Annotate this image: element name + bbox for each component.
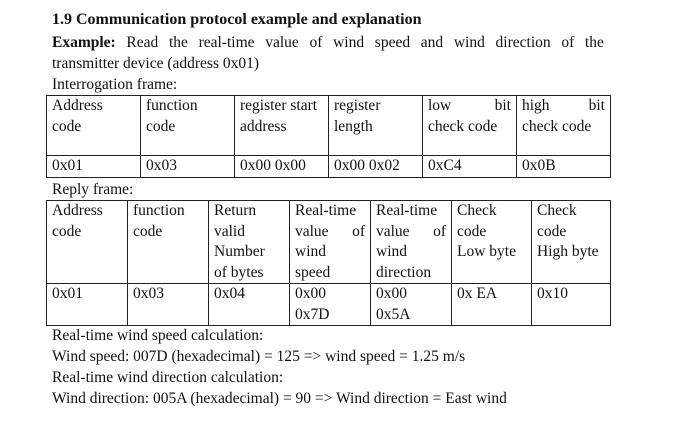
cell-line: Real-time [295,202,357,219]
value-cell [47,284,128,326]
speed-calculation-label: Real-time wind speed calculation: [52,327,264,344]
cell-line: 0x5A [376,305,411,323]
example-sentence [52,33,604,54]
value-cell: 0x03 [141,156,235,178]
value-cell: 0x00 0x00 [235,156,329,178]
cell-line [295,222,365,243]
cell-line: register start [240,97,318,114]
cell-line: 0x00 [376,285,407,302]
direction-calculation-text: Wind direction: 005A (hexadecimal) = 90 => Wind direction = East wind [52,390,507,407]
header-cell [532,201,611,284]
cell-line [376,222,446,243]
cell-text-part: value [295,222,329,240]
example-word: value [265,34,299,51]
table-header-row [47,201,611,284]
value-cell [128,284,209,326]
cell-line: Address [52,97,103,114]
cell-line: code [537,222,567,240]
cell-line: 0x10 [537,285,568,302]
example-word: real-time [198,34,255,51]
cell-line: code [133,222,163,240]
header-cell [371,201,452,284]
example-word: the [584,34,604,51]
example-word: speed [374,34,411,51]
cell-line: 0x03 [133,285,164,302]
cell-line: 0x01 [52,285,83,302]
example-word: wind [453,34,485,51]
example-word: of [561,34,575,51]
cell-line: Check [457,202,497,219]
cell-line: function [146,97,198,114]
example-word: Read [126,34,159,51]
cell-line: Low byte [457,243,516,260]
value-cell: 0x0B [517,156,611,178]
cell-line: Address [52,202,103,219]
cell-line: Real-time [376,202,438,219]
cell-line: valid [214,222,245,240]
cell-line: code [52,222,82,240]
header-cell [141,96,235,156]
cell-text-part: high [522,97,550,114]
cell-text-part: of [352,222,365,240]
cell-line: High byte [537,243,599,260]
cell-line: Return [214,202,257,219]
direction-calculation-label: Real-time wind direction calculation: [52,369,284,386]
cell-line [522,96,605,117]
value-cell: 0x00 0x02 [329,156,423,178]
reply-frame-label: Reply frame: [52,181,134,198]
cell-line: check code [522,117,592,135]
cell-line: Check [537,202,577,219]
cell-line: 0x EA [457,285,498,302]
cell-line [428,96,511,117]
example-word: direction [495,34,551,51]
value-cell [532,284,611,326]
cell-line: address [240,117,287,135]
cell-line: of bytes [214,263,264,281]
value-cell [290,284,371,326]
cell-line: register [334,97,381,114]
header-cell [47,201,128,284]
cell-line: code [52,117,82,135]
cell-line: wind [376,243,407,260]
value-cell [209,284,290,326]
cell-line: direction [376,263,432,281]
example-sentence-continued: transmitter device (address 0x01) [52,55,260,72]
cell-text-part: value [376,222,410,240]
interrogation-frame-table [46,95,611,178]
cell-line: 0x7D [295,305,330,323]
cell-text-part: bit [494,97,511,114]
cell-line: Number [214,243,265,260]
cell-line: code [457,222,487,240]
header-cell [329,96,423,156]
value-cell: 0x01 [47,156,141,178]
cell-line: function [133,202,185,219]
cell-text-part: low [428,97,452,114]
example-word: the [168,34,188,51]
header-cell [235,96,329,156]
table-row [47,284,611,326]
header-cell [423,96,517,156]
cell-text-part: bit [588,97,605,114]
cell-text-part: of [433,222,446,240]
value-cell: 0xC4 [423,156,517,178]
header-cell [452,201,532,284]
reply-frame-table [46,200,611,326]
interrogation-frame-label: Interrogation frame: [52,76,178,93]
table-row [47,156,611,178]
cell-line: wind [295,243,326,260]
header-cell [290,201,371,284]
cell-line: check code [428,117,498,135]
header-cell [47,96,141,156]
speed-calculation-text: Wind speed: 007D (hexadecimal) = 125 => wind speed = 1.25 m/s [52,348,466,365]
value-cell [371,284,452,326]
example-word: of [309,34,323,51]
cell-line: speed [295,263,331,281]
example-word: wind [333,34,365,51]
cell-line: length [334,117,373,135]
table-header-row [47,96,611,156]
cell-line: code [146,117,176,135]
header-cell [209,201,290,284]
cell-line: 0x04 [214,285,245,302]
header-cell [128,201,209,284]
cell-line: 0x00 [295,285,326,302]
section-heading: 1.9 Communication protocol example and explanation [52,11,422,28]
header-cell [517,96,611,156]
example-word: and [420,34,444,51]
value-cell [452,284,532,326]
example-label: Example: [52,34,116,51]
